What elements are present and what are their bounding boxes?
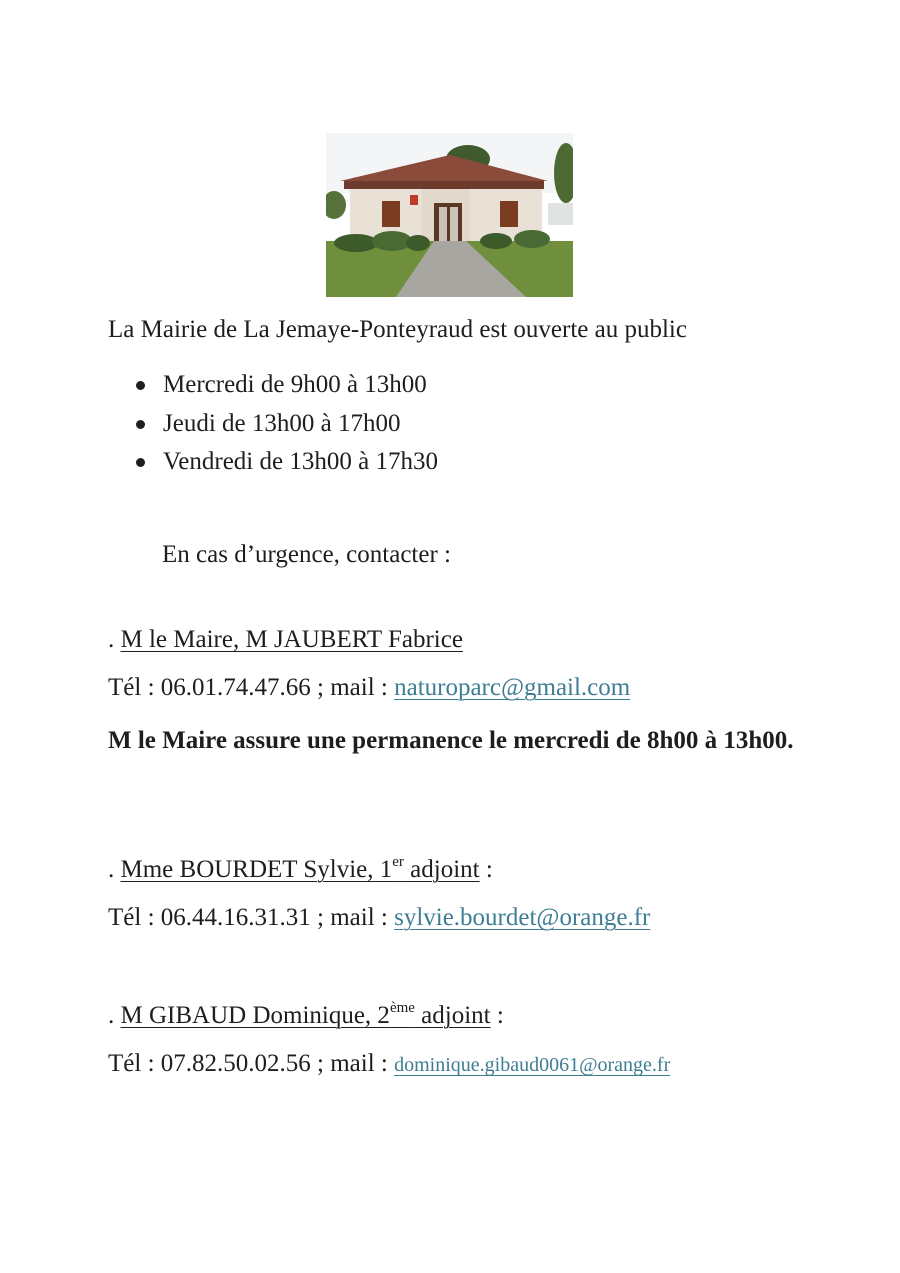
permanence-notice: M le Maire assure une permanence le mercredi de 8h00 à 13h00. — [108, 727, 794, 754]
contact-adjoint1-details: Tél : 06.44.16.31.31 ; mail : sylvie.bourdet@orange.fr — [108, 904, 651, 931]
opening-intro: La Mairie de La Jemaye-Ponteyraud est ouverte au public — [108, 316, 687, 343]
contact-adjoint2-details: Tél : 07.82.50.02.56 ; mail : dominique.gibaud0061@orange.fr — [108, 1050, 671, 1077]
contact-maire-details: Tél : 06.01.74.47.66 ; mail : naturoparc@gmail.com — [108, 674, 631, 701]
opening-hours-item: Jeudi de 13h00 à 17h00 — [136, 405, 438, 444]
contact-adjoint2-name: . M GIBAUD Dominique, 2ème adjoint : — [108, 999, 504, 1029]
maire-email-link[interactable]: naturoparc@gmail.com — [394, 674, 631, 701]
bullet-icon — [136, 458, 145, 467]
adjoint2-phone: 07.82.50.02.56 — [160, 1050, 311, 1077]
maire-phone: 06.01.74.47.66 — [160, 674, 311, 701]
emergency-label: En cas d’urgence, contacter : — [162, 541, 451, 568]
town-hall-photo — [326, 133, 573, 297]
contact-adjoint1-name: . Mme BOURDET Sylvie, 1er adjoint : — [108, 853, 493, 883]
bullet-icon — [136, 420, 145, 429]
adjoint1-email-link[interactable]: sylvie.bourdet@orange.fr — [394, 904, 651, 931]
adjoint2-email-link[interactable]: dominique.gibaud0061@orange.fr — [394, 1054, 671, 1076]
contact-maire-name: . M le Maire, M JAUBERT Fabrice — [108, 626, 463, 653]
opening-hours-item: Vendredi de 13h00 à 17h30 — [136, 443, 438, 482]
opening-hours-item: Mercredi de 9h00 à 13h00 — [136, 366, 438, 405]
opening-hours-list — [136, 366, 438, 482]
adjoint1-phone: 06.44.16.31.31 — [160, 904, 311, 931]
bullet-icon — [136, 381, 145, 390]
